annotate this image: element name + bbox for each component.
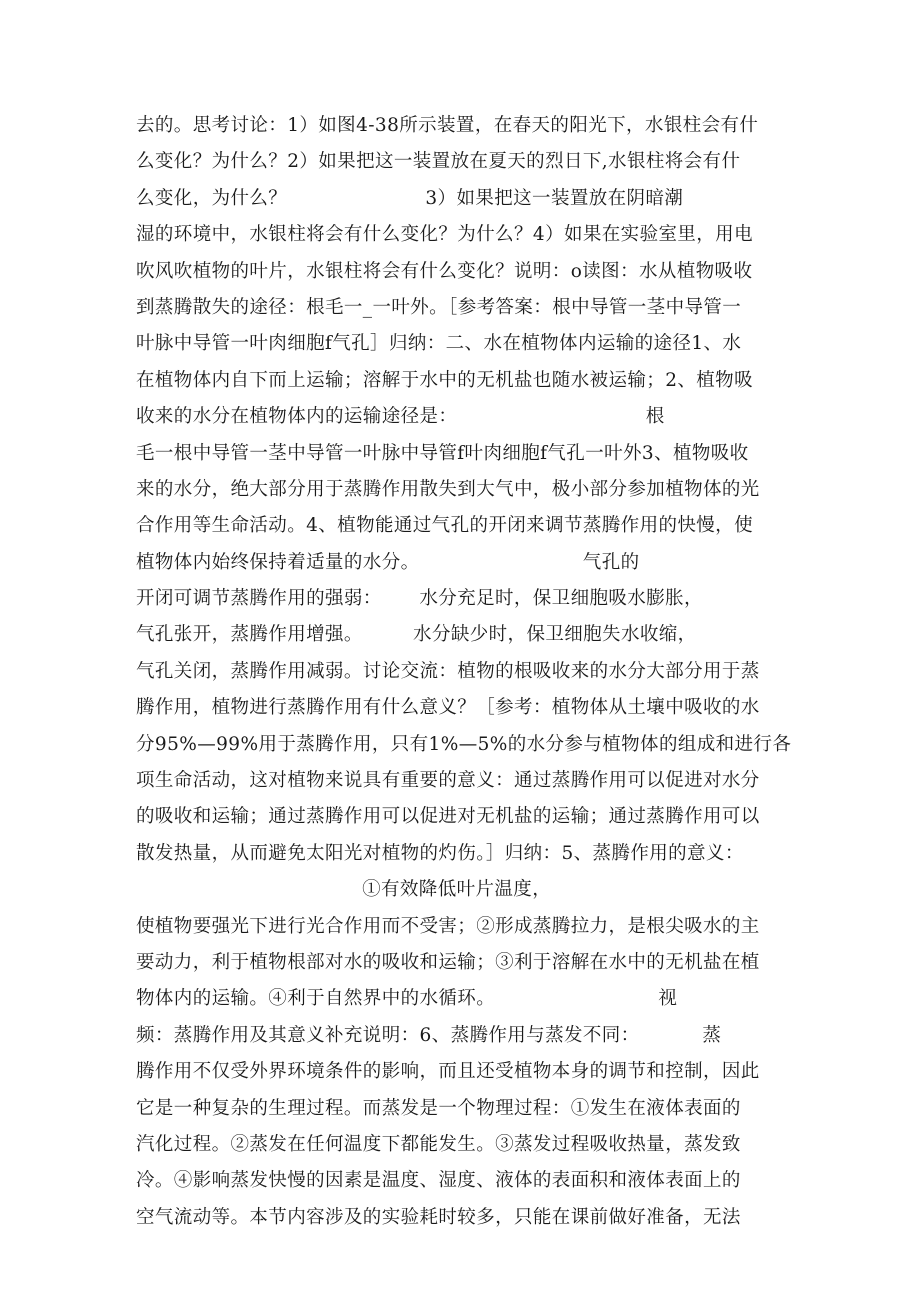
text-line: 毛一根中导管一茎中导管一叶脉中导管f叶肉细胞f气孔一叶外3、植物吸收	[136, 442, 749, 464]
text-line: 气孔张开，蒸腾作用增强。 水分缺少时，保卫细胞失水收缩，	[136, 624, 697, 646]
text-line: 在植物体内自下而上运输；溶解于水中的无机盐也随水被运输；2、植物吸	[136, 369, 753, 391]
body-text	[136, 108, 796, 1236]
text-line: 使植物要强光下进行光合作用而不受害；②形成蒸腾拉力，是根尖吸水的主	[136, 915, 760, 937]
text-line: 冷。④影响蒸发快慢的因素是温度、湿度、液体的表面积和液体表面上的	[136, 1170, 741, 1192]
text-line: 去的。思考讨论：1）如图4-38所示装置，在春天的阳光下，水银柱会有什	[136, 115, 759, 136]
text-line: 物体内的运输。④利于自然界中的水循环。 视	[136, 988, 678, 1010]
text-line: 空气流动等。本节内容涉及的实验耗时较多，只能在课前做好准备，无法	[136, 1206, 741, 1228]
text-line: 要动力，利于植物根部对水的吸收和运输；③利于溶解在水中的无机盐在植	[136, 951, 760, 973]
text-line: 收来的水分在植物体内的运输途径是： 根	[136, 406, 665, 428]
text-line: 吹风吹植物的叶片，水银柱将会有什么变化？说明：o读图：水从植物吸收	[136, 260, 753, 282]
text-line: 么变化？为什么？2）如果把这一装置放在夏天的烈日下,水银柱将会有什	[136, 151, 741, 173]
text-line: 散发热量，从而避免太阳光对植物的灼伤。］归纳：5、蒸腾作用的意义：	[136, 842, 744, 864]
text-line: 么变化，为什么？ 3）如果把这一装置放在阴暗潮	[136, 187, 684, 209]
text-line: 叶脉中导管一叶肉细胞f气孔］归纳：二、水在植物体内运输的途径1、水	[136, 333, 742, 355]
text-line: 它是一种复杂的生理过程。而蒸发是一个物理过程：①发生在液体表面的	[136, 1097, 741, 1119]
text-line: 项生命活动，这对植物来说具有重要的意义：通过蒸腾作用可以促进对水分	[136, 770, 760, 792]
text-line: 开闭可调节蒸腾作用的强弱： 水分充足时，保卫细胞吸水膨胀，	[136, 588, 703, 610]
text-line: 合作用等生命活动。4、植物能通过气孔的开闭来调节蒸腾作用的快慢，使	[136, 515, 753, 537]
text-line: 到蒸腾散失的途径：根毛一_一叶外。［参考答案：根中导管一茎中导管一	[136, 296, 742, 318]
text-line: 气孔关闭，蒸腾作用减弱。讨论交流：植物的根吸收来的水分大部分用于蒸	[136, 660, 760, 682]
text-line: 腾作用不仅受外界环境条件的影响，而且还受植物本身的调节和控制，因此	[136, 1061, 760, 1083]
text-line: ①有效降低叶片温度，	[136, 879, 552, 901]
text-line: 频：蒸腾作用及其意义补充说明：6、蒸腾作用与蒸发不同： 蒸	[136, 1024, 722, 1046]
text-line: 分95%—99%用于蒸腾作用，只有1%—5%的水分参与植物体的组成和进行各	[136, 733, 792, 755]
text-line: 来的水分，绝大部分用于蒸腾作用散失到大气中，极小部分参加植物体的光	[136, 478, 760, 500]
text-line: 湿的环境中，水银柱将会有什么变化？为什么？4）如果在实验室里，用电	[136, 224, 753, 246]
text-line: 的吸收和运输；通过蒸腾作用可以促进对无机盐的运输；通过蒸腾作用可以	[136, 806, 760, 828]
text-line: 腾作用，植物进行蒸腾作用有什么意义？［参考：植物体从土壤中吸收的水	[136, 697, 760, 719]
text-line: 汽化过程。②蒸发在任何温度下都能发生。③蒸发过程吸收热量，蒸发致	[136, 1133, 741, 1155]
text-line: 植物体内始终保持着适量的水分。 气孔的	[136, 551, 640, 573]
